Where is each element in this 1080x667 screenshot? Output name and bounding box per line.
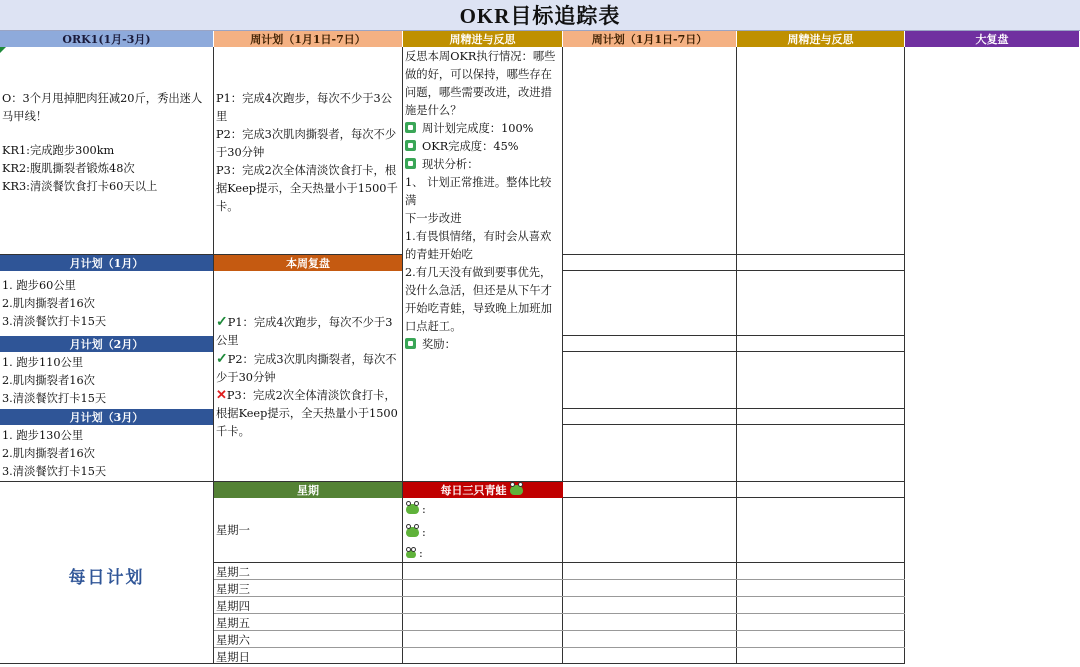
week-review-header[interactable]: 本周复盘: [214, 255, 402, 271]
grid-line: [562, 47, 563, 664]
frog-slot-3[interactable]: [406, 545, 423, 563]
grid-line: [563, 335, 905, 336]
month-header-2[interactable]: 月计划（2月）: [0, 336, 213, 352]
month-item: 1. 跑步130公里: [2, 429, 84, 442]
grid-line: [214, 596, 905, 597]
frog-icon: [406, 527, 419, 537]
weekly-plan-cell[interactable]: [216, 90, 400, 216]
month-plan-1[interactable]: [2, 277, 210, 331]
grid-line: [214, 630, 905, 631]
month-header-1[interactable]: 月计划（1月）: [0, 255, 213, 271]
header-big-review[interactable]: 大复盘: [905, 31, 1080, 47]
frog-header-label: 每日三只青蛙: [440, 484, 507, 497]
grid-line: [214, 613, 905, 614]
weekly-plan-p1: P1：完成4次跑步，每次不少于3公里: [216, 92, 393, 123]
week-review-p2: P2：完成3次肌肉撕裂者，每次不少于30分钟: [216, 353, 397, 384]
grid-line: [563, 254, 905, 255]
frog-slot-2[interactable]: [406, 524, 426, 542]
grid-line: [563, 424, 905, 425]
grid-line: [402, 47, 403, 664]
grid-line: [904, 47, 905, 664]
grid-line: [213, 47, 214, 664]
grid-line: [214, 579, 905, 580]
month-item: 3.清淡餐饮打卡15天: [2, 392, 107, 405]
weekday-7[interactable]: 星期日: [216, 651, 250, 664]
frog-colon: :: [419, 547, 423, 560]
header-weekly-plan-2[interactable]: 周计划（1月1日-7日）: [563, 31, 737, 47]
check-box-icon: [405, 338, 416, 349]
next-label: 下一步改进: [405, 212, 462, 225]
reflection-cell[interactable]: [405, 48, 561, 354]
daily-plan-label: 每日计划: [68, 568, 145, 588]
reward-label: 奖励：: [422, 338, 456, 351]
weekday-2[interactable]: 星期二: [216, 566, 250, 579]
status-1: 1、 计划正常推进。整体比较满: [405, 176, 552, 207]
next-1: 1.有畏惧情绪，有时会从喜欢的青蛙开始吃: [405, 230, 552, 261]
weekday-header[interactable]: 星期: [214, 482, 402, 498]
page-title: OKR目标追踪表: [0, 0, 1080, 31]
cross-icon: ✕: [216, 388, 227, 403]
header-okr[interactable]: ORK1(1月-3月): [0, 31, 214, 47]
weekday-3[interactable]: 星期三: [216, 583, 250, 596]
header-weekly-plan-1[interactable]: 周计划（1月1日-7日）: [214, 31, 403, 47]
checkmark-icon: ✓: [216, 351, 228, 367]
month-item: 2.肌肉撕裂者16次: [2, 447, 95, 460]
frog-icon: [406, 550, 416, 558]
month-plan-2[interactable]: [2, 354, 210, 408]
month-plan-3[interactable]: [2, 427, 210, 481]
cell-comment-marker: [0, 47, 6, 53]
grid-line: [214, 562, 905, 563]
okr-kr1: KR1:完成跑步300km: [2, 144, 115, 157]
month-item: 3.清淡餐饮打卡15天: [2, 465, 107, 478]
month-item: 2.肌肉撕裂者16次: [2, 297, 95, 310]
frog-icon: [510, 485, 523, 495]
weekday-1[interactable]: 星期一: [216, 524, 250, 537]
check-box-icon: [405, 140, 416, 151]
month-item: 3.清淡餐饮打卡15天: [2, 315, 107, 328]
grid-line: [214, 647, 905, 648]
status-label: 现状分析：: [422, 158, 479, 171]
weekday-4[interactable]: 星期四: [216, 600, 250, 613]
reflection-intro: 反思本周OKR执行情况：哪些做的好，可以保持，哪些存在问题，哪些需要改进，改进措施是什么？: [405, 50, 556, 117]
week-review-p3: P3：完成2次全体清淡饮食打卡，根据Keep提示，全天热量小于1500千卡。: [216, 389, 398, 438]
header-reflection-2[interactable]: 周精进与反思: [737, 31, 905, 47]
frog-slot-1[interactable]: [406, 501, 426, 519]
grid-line: [563, 408, 905, 409]
check-box-icon: [405, 122, 416, 133]
week-review-p1: P1：完成4次跑步，每次不少于3公里: [216, 316, 393, 347]
grid-line: [736, 47, 737, 664]
weekday-5[interactable]: 星期五: [216, 617, 250, 630]
header-reflection-1[interactable]: 周精进与反思: [403, 31, 563, 47]
month-header-3[interactable]: 月计划（3月）: [0, 409, 213, 425]
okr-cell[interactable]: [2, 90, 210, 196]
weekday-6[interactable]: 星期六: [216, 634, 250, 647]
frog-icon: [406, 504, 419, 514]
next-2: 2.有几天没有做到要事优先，没什么急活，但还是从下午才开始吃青蛙，导致晚上加班加口点赶工。: [405, 266, 552, 333]
weekly-plan-p3: P3：完成2次全体清淡饮食打卡，根据Keep提示，全天热量小于1500千卡。: [216, 164, 398, 213]
month-item: 1. 跑步110公里: [2, 356, 84, 369]
okr-objective: O：3个月甩掉肥肉狂减20斤，秀出迷人马甲线！: [2, 92, 203, 123]
checkmark-icon: ✓: [216, 314, 228, 330]
grid-line: [563, 270, 905, 271]
okr-kr3: KR3:清淡餐饮食打卡60天以上: [2, 180, 158, 193]
weekly-rate: 周计划完成度：100%: [422, 122, 534, 135]
frog-colon: :: [422, 503, 426, 516]
frog-colon: :: [422, 526, 426, 539]
okr-rate: OKR完成度：45%: [422, 140, 519, 153]
month-item: 1. 跑步60公里: [2, 279, 76, 292]
grid-line: [563, 351, 905, 352]
weekly-plan-p2: P2：完成3次肌肉撕裂者，每次不少于30分钟: [216, 128, 397, 159]
month-item: 2.肌肉撕裂者16次: [2, 374, 95, 387]
check-box-icon: [405, 158, 416, 169]
okr-kr2: KR2:腹肌撕裂者锻炼48次: [2, 162, 135, 175]
week-review-cell[interactable]: [216, 313, 400, 441]
frog-header[interactable]: [403, 482, 563, 498]
